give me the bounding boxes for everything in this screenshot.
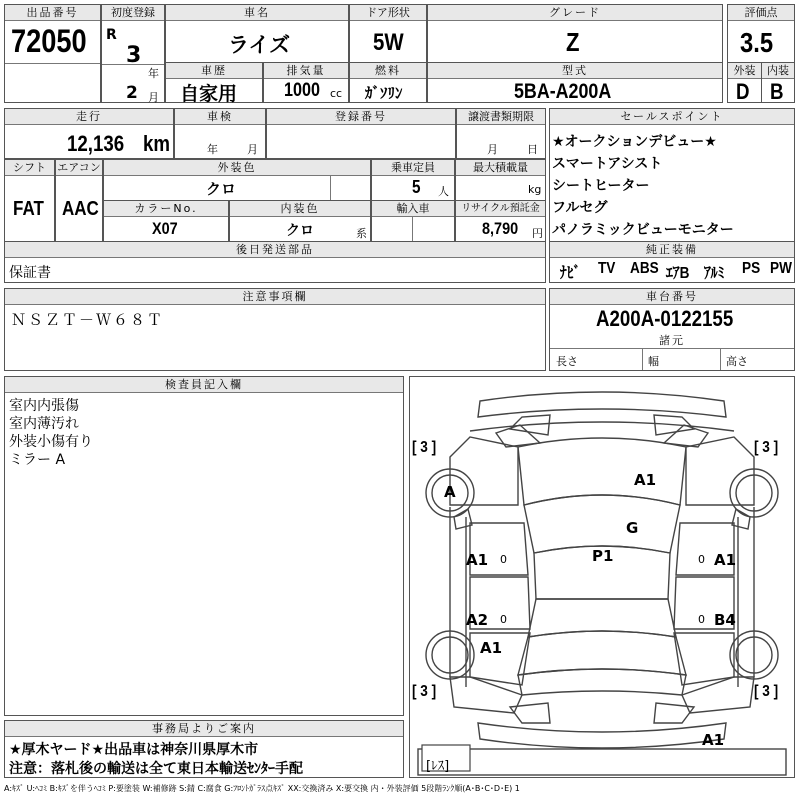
genuine-item: ｱﾙﾐ: [704, 265, 725, 282]
car-history: 自家用: [180, 83, 238, 105]
interior-header: 内装: [762, 63, 794, 79]
shift-header: シフト: [5, 160, 54, 176]
office-note: 注意：落札後の輸送は全て東日本輸送ｾﾝﾀｰ手配: [9, 761, 303, 777]
model-box: [427, 62, 723, 103]
zero-mark: 0: [698, 553, 705, 566]
inspector-note: 室内薄汚れ: [9, 416, 79, 432]
office-notes-box: [4, 720, 404, 778]
int-color-box: [229, 200, 371, 242]
damage-front-door-left: A1: [466, 551, 489, 569]
damage-rear-door-left: A2: [466, 611, 489, 629]
capacity-box: [371, 159, 455, 201]
history-box: [165, 62, 263, 103]
car-name-box: [165, 4, 349, 63]
zero-mark: 0: [698, 613, 705, 626]
genuine-item: PW: [770, 260, 792, 277]
capacity-unit: 人: [438, 185, 449, 198]
displacement-box: [263, 62, 349, 103]
shift: FAT: [13, 198, 44, 220]
notes-box: [4, 288, 546, 371]
inspector-note: ミラー A: [9, 452, 66, 468]
chassis-header: 車台番号: [550, 289, 794, 305]
spec-height-label: 高さ: [726, 355, 748, 368]
genuine-item: ABS: [630, 260, 659, 277]
interior-grade: B: [770, 79, 784, 104]
aircon: AAC: [62, 198, 99, 220]
damage-mirror-left: A: [444, 483, 456, 501]
int-color-header: 内装色: [230, 201, 370, 217]
later-parts-header: 後日発送部品: [5, 242, 545, 258]
grade-header: グレード: [428, 5, 722, 21]
score-header: 評価点: [728, 5, 794, 21]
import-header: 輸入車: [372, 201, 454, 217]
displacement: 1000: [284, 80, 320, 101]
recycle-box: [455, 200, 546, 242]
history-header: 車歴: [166, 63, 262, 79]
tire-tread-rear-left: [ 3 ]: [412, 683, 437, 700]
month-unit: 月: [148, 91, 159, 104]
import-box: [371, 200, 455, 242]
shift-box: [4, 159, 55, 242]
zero-mark: 0: [500, 553, 507, 566]
sales-points-header: セールスポイント: [550, 109, 794, 125]
displacement-unit: cc: [330, 87, 343, 100]
damage-rear-bumper: A1: [702, 731, 725, 749]
year-unit: 年: [148, 67, 159, 80]
mileage-unit: km: [143, 131, 171, 156]
genuine-header: 純正装備: [550, 242, 794, 258]
exterior-grade-box: [727, 62, 762, 103]
aircon-header: エアコン: [57, 161, 101, 174]
first-reg-header: 初度登録: [102, 5, 164, 21]
mileage-box: [4, 108, 174, 159]
sales-point: ★オークションデビュー★: [552, 134, 717, 150]
damage-rear-fender-left: A1: [480, 639, 503, 657]
color-no-header: カラーNo.: [104, 201, 228, 217]
tire-tread-rear-right: [ 3 ]: [754, 683, 779, 700]
ext-color-header: 外装色: [104, 160, 370, 176]
genuine-item: ｴｱB: [666, 265, 690, 282]
inspection-header: 車検: [175, 109, 265, 125]
max-load-box: [455, 159, 546, 201]
damage-windshield: G: [626, 519, 639, 537]
notes-text: ＮＳＺＴ－Ｗ６８Ｔ: [11, 311, 165, 329]
spare-tire-label: [ﾚｽ]: [426, 759, 450, 774]
fuel-header: 燃料: [350, 63, 426, 79]
mileage-header: 走行: [5, 109, 173, 125]
recycle-fee: 8,790: [482, 219, 519, 238]
era: R: [106, 27, 117, 43]
fuel: ｶﾞｿﾘﾝ: [365, 84, 403, 102]
genuine-item: ﾅﾋﾞ: [560, 265, 581, 282]
later-parts-box: [4, 241, 546, 283]
sales-point: フルセグ: [552, 200, 608, 216]
score: 3.5: [740, 27, 774, 58]
inspector-note: 室内内張傷: [9, 398, 79, 414]
tire-tread-front-left: [ 3 ]: [412, 439, 437, 456]
aircon-box: [55, 159, 103, 242]
car-name: ライズ: [228, 33, 291, 57]
inspector-header: 検査員記入欄: [5, 377, 403, 393]
capacity: 5: [412, 177, 421, 197]
inspector-note: 外装小傷有り: [9, 434, 93, 450]
ext-color: クロ: [206, 180, 237, 198]
recycle-unit: 円: [532, 227, 543, 240]
interior-grade-box: [761, 62, 795, 103]
displacement-header: 排気量: [264, 63, 348, 79]
door-type: 5W: [373, 29, 404, 56]
capacity-header: 乗車定員: [372, 160, 454, 176]
recycle-header: リサイクル預託金: [456, 201, 545, 217]
transfer-doc-header: 譲渡書類期限: [457, 109, 545, 125]
sales-points-box: [549, 108, 795, 242]
later-parts: 保証書: [9, 265, 51, 281]
office-note: ★厚木ヤード★出品車は神奈川県厚木市: [9, 742, 259, 758]
chassis-number: A200A-0122155: [596, 306, 734, 331]
transfer-month-unit: 月: [487, 143, 498, 156]
inspection-month-unit: 月: [247, 143, 258, 156]
lot-number-header: 出品番号: [5, 5, 100, 21]
door-header: ドア形状: [350, 5, 426, 21]
spec-length-label: 長さ: [556, 355, 578, 368]
office-header: 事務局よりご案内: [5, 721, 403, 737]
notes-header: 注意事項欄: [5, 289, 545, 305]
first-registration-box: [101, 4, 165, 103]
sales-point: パノラミックビューモニター: [552, 222, 734, 238]
reg-number-box: [266, 108, 456, 159]
legend-text: A:ｷｽﾞ U:ﾍｺﾐ B:ｷｽﾞを伴うﾍｺﾐ P:要塗装 W:補修跡 S:錆 C:腐食 G:ﾌﾛﾝﾄｶﾞﾗｽ点ｷｽﾞ XX:交換済み X:要交換 内・外装評価 5段階ﾗﾝｸ順(A･B･C･D･E) 1: [4, 784, 520, 793]
color-no: X07: [152, 219, 178, 238]
genuine-item: PS: [742, 260, 761, 277]
int-color: クロ: [286, 223, 314, 239]
transfer-day-unit: 日: [527, 143, 538, 156]
sales-point: スマートアシスト: [552, 156, 663, 172]
reg-number-header: 登録番号: [267, 109, 455, 125]
lot-number-box: [4, 4, 101, 103]
car-name-header: 車名: [166, 5, 348, 21]
damage-front-door-right: A1: [714, 551, 737, 569]
sales-point: シートヒーター: [552, 178, 650, 194]
damage-hood: A1: [634, 471, 657, 489]
damage-diagram-box: [409, 376, 795, 778]
inspection-year-unit: 年: [207, 143, 218, 156]
exterior-grade: D: [736, 79, 750, 104]
genuine-equipment-box: [549, 241, 795, 283]
transfer-doc-box: [456, 108, 546, 159]
reg-month: 2: [126, 83, 138, 103]
specs-header: 諸元: [550, 333, 794, 349]
max-load-header: 最大積載量: [456, 160, 545, 176]
exterior-header: 外装: [728, 63, 761, 79]
int-color-unit: 系: [356, 227, 367, 240]
inspector-notes-box: [4, 376, 404, 716]
mileage: 12,136: [67, 131, 125, 156]
fuel-box: [349, 62, 427, 103]
color-no-box: [103, 200, 229, 242]
chassis-box: [549, 288, 795, 371]
door-box: [349, 4, 427, 63]
max-load-unit: kg: [528, 183, 542, 196]
model-header: 型式: [428, 63, 722, 79]
zero-mark: 0: [500, 613, 507, 626]
car-diagram: [410, 377, 794, 777]
inspection-box: [174, 108, 266, 159]
grade: Z: [566, 27, 580, 57]
ext-color-box: [103, 159, 371, 201]
damage-roof: P1: [592, 547, 614, 565]
damage-rear-door-right: B4: [714, 611, 736, 629]
tire-tread-front-right: [ 3 ]: [754, 439, 779, 456]
grade-box: [427, 4, 723, 63]
reg-year: 3: [126, 43, 142, 68]
genuine-item: TV: [598, 260, 616, 277]
lot-number: 72050: [11, 23, 87, 59]
spec-width-label: 幅: [648, 355, 659, 368]
score-box: [727, 4, 795, 63]
model-code: 5BA-A200A: [514, 80, 612, 103]
